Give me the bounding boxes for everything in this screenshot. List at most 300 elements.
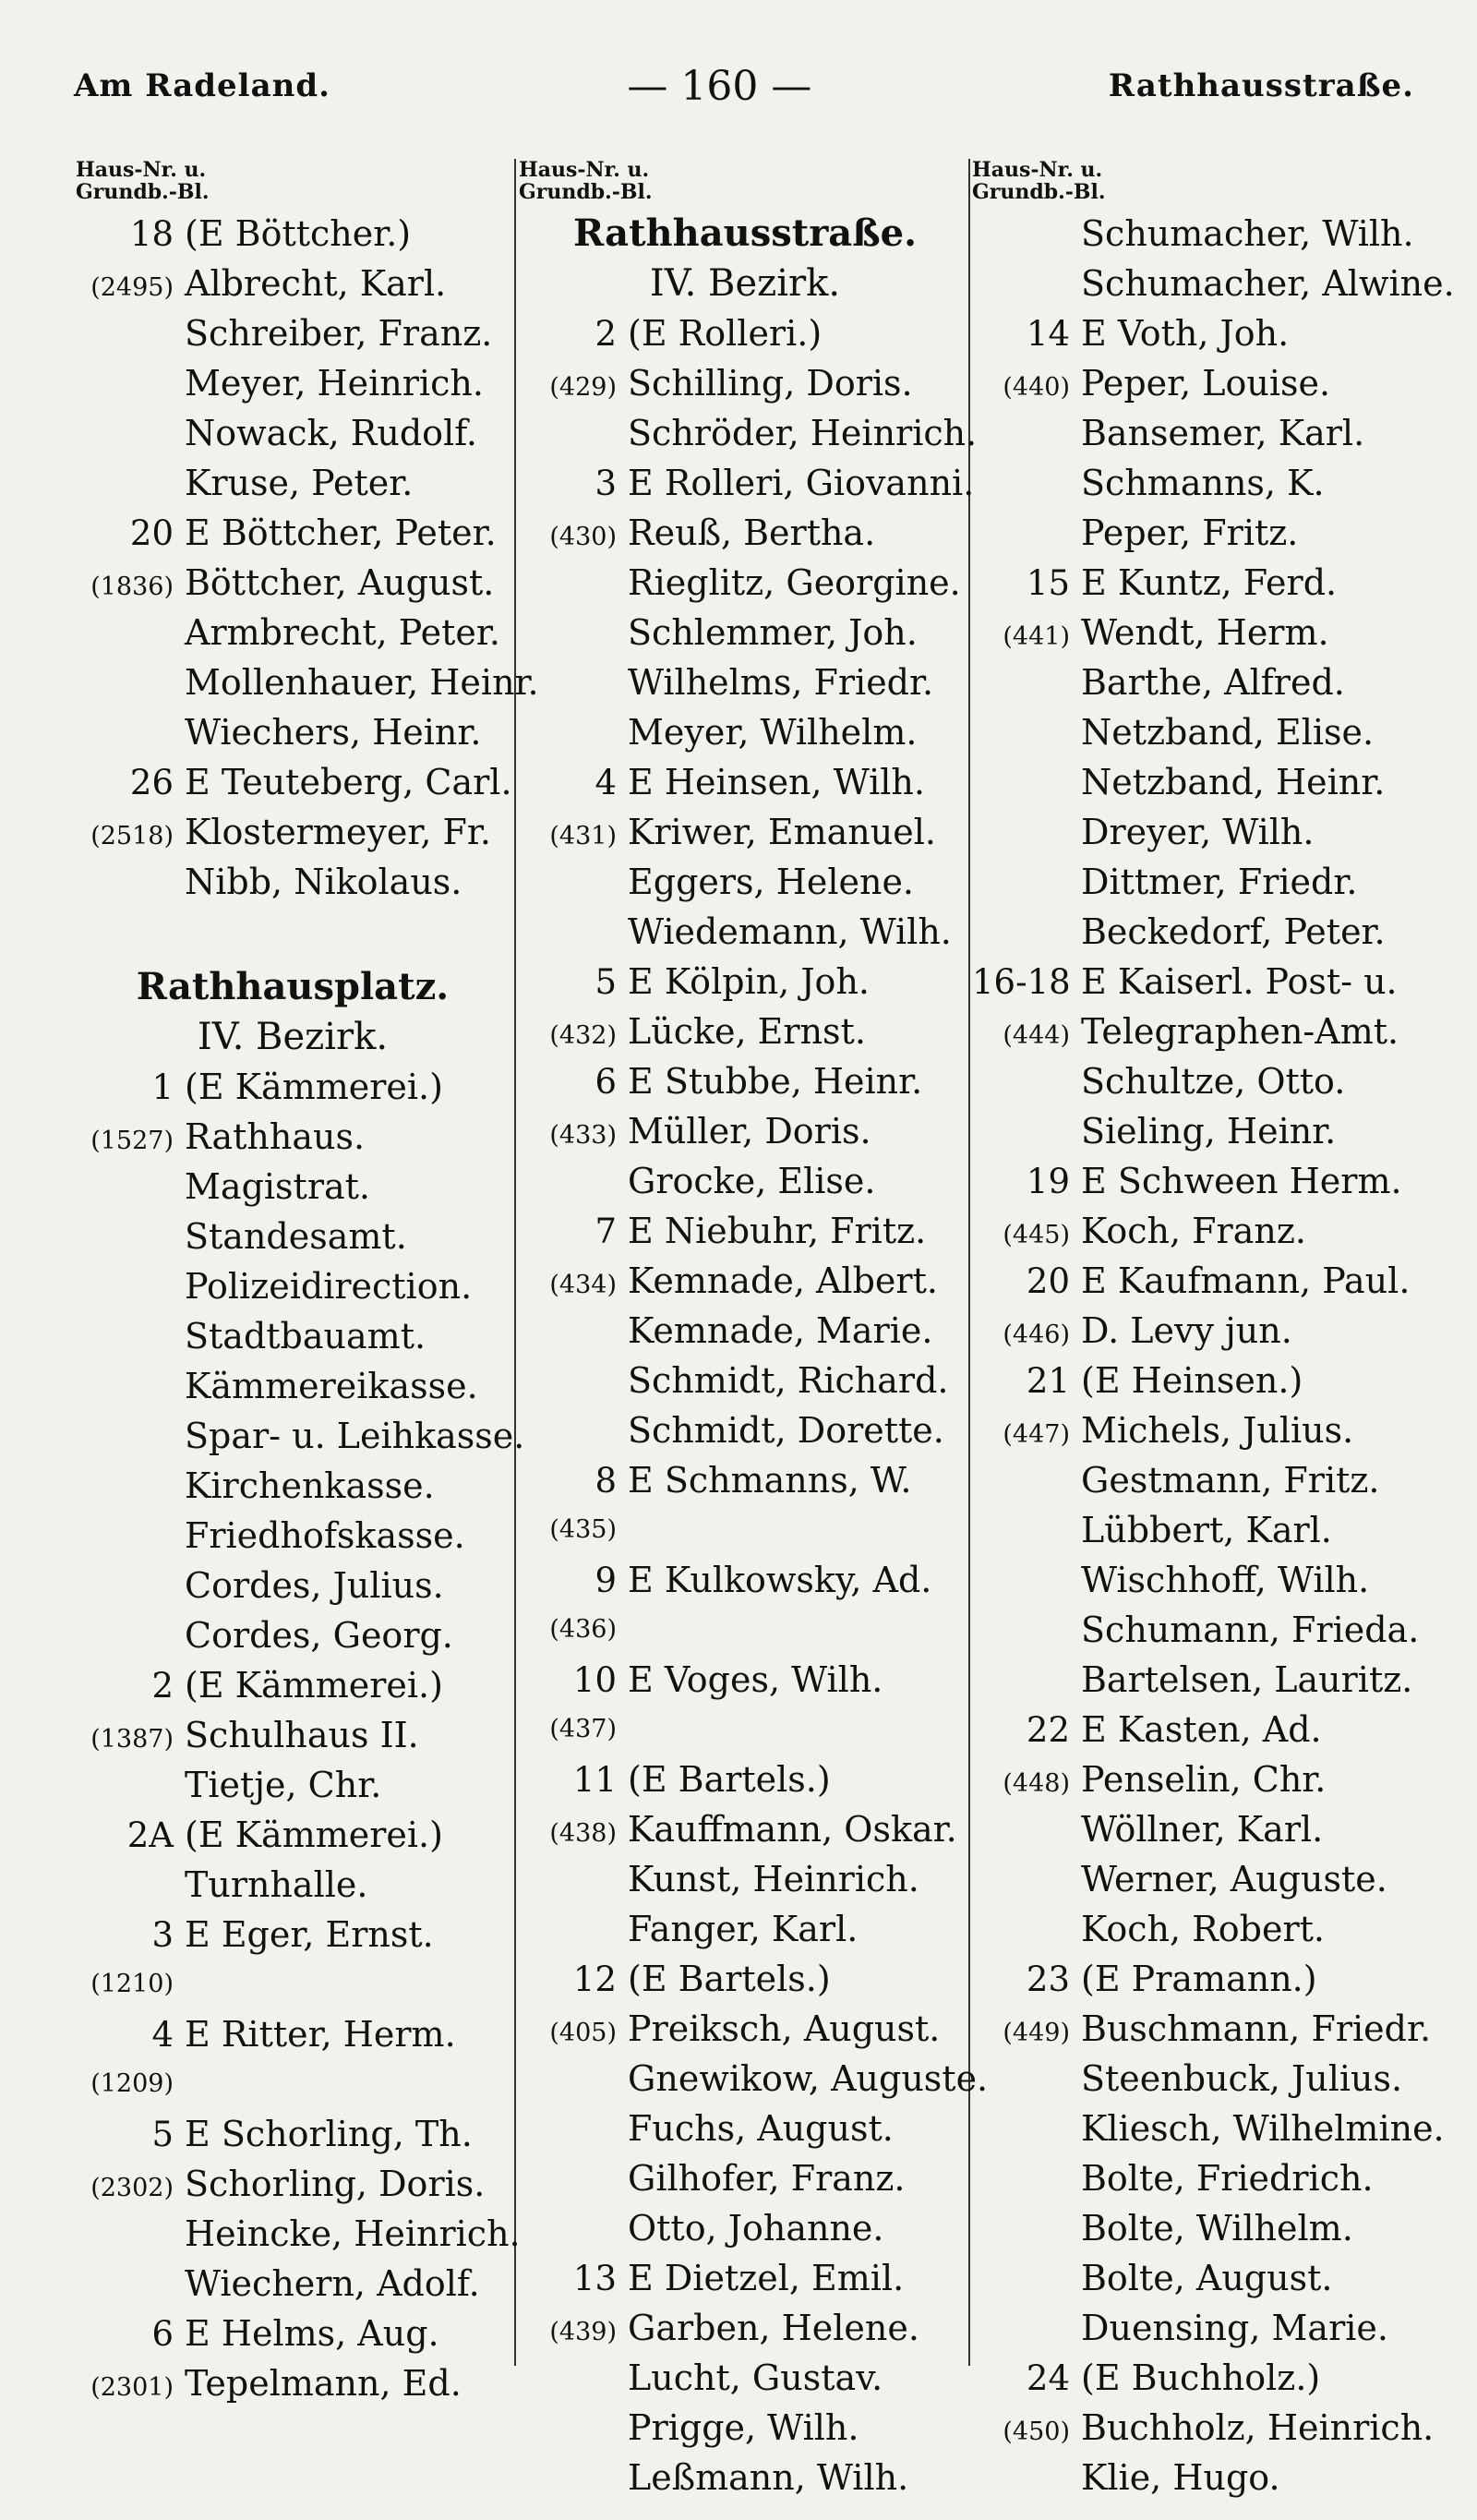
resident-name: Meyer, Heinrich. — [185, 363, 484, 404]
entry-list — [76, 209, 539, 907]
directory-entry — [76, 2159, 510, 2209]
resident-name: Mollenhauer, Heinr. — [185, 662, 539, 703]
directory-entry — [972, 2353, 1434, 2403]
directory-entry — [76, 308, 510, 358]
resident-name: E Voges, Wilh. — [628, 1659, 883, 1700]
directory-entry — [519, 1256, 971, 1306]
directory-entry — [519, 1455, 971, 1505]
house-number: (441) — [1003, 622, 1070, 651]
resident-name: Eggers, Helene. — [628, 862, 915, 902]
street-heading: Rathhausstraße. — [573, 211, 917, 255]
resident-name: E Kölpin, Joh. — [628, 961, 870, 1002]
directory-entry — [972, 1306, 1434, 1356]
resident-name: Buschmann, Friedr. — [1081, 2008, 1432, 2049]
resident-name: Heincke, Heinrich. — [185, 2213, 521, 2254]
directory-entry — [519, 857, 971, 907]
directory-entry — [972, 1206, 1434, 1256]
directory-entry — [519, 707, 971, 757]
directory-entry — [76, 2109, 510, 2159]
house-number: (440) — [1003, 373, 1070, 402]
house-number: (439) — [549, 2318, 617, 2346]
directory-entry — [76, 1461, 510, 1511]
house-number: 10 — [572, 1660, 617, 1700]
directory-entry — [519, 1306, 971, 1356]
house-number: 7 — [594, 1212, 617, 1251]
directory-entry — [972, 2303, 1434, 2353]
directory-entry — [972, 2004, 1434, 2054]
resident-name: Wilhelms, Friedr. — [628, 662, 934, 703]
directory-entry — [76, 1710, 510, 1760]
directory-entry — [972, 209, 1434, 259]
district-heading: IV. Bezirk. — [197, 1016, 389, 1058]
house-number: 20 — [1026, 1261, 1070, 1301]
resident-name: (E Kämmerei.) — [185, 1665, 443, 1706]
directory-entry — [972, 1156, 1434, 1206]
resident-name: Wöllner, Karl. — [1081, 1809, 1324, 1850]
directory-entry — [972, 1605, 1434, 1655]
resident-name: Spar- u. Leihkasse. — [185, 1416, 525, 1456]
resident-name: Schröder, Heinrich. — [628, 413, 978, 453]
resident-name: Schumacher, Alwine. — [1081, 263, 1455, 304]
column-heading-line2: Grundb.-Bl. — [972, 180, 1106, 204]
entry-list — [972, 209, 1455, 2502]
resident-name: Duensing, Marie. — [1081, 2308, 1388, 2348]
resident-name: Schumacher, Wilh. — [1081, 213, 1414, 254]
house-number: 4 — [151, 2015, 174, 2055]
directory-entry — [972, 1455, 1434, 1505]
resident-name: Fuchs, August. — [628, 2108, 894, 2149]
directory-entry — [76, 608, 510, 657]
resident-name: Schlemmer, Joh. — [628, 612, 918, 653]
column-heading-line1: Haus-Nr. u. — [972, 158, 1103, 182]
directory-entry — [519, 1505, 971, 1555]
resident-name: Schorling, Doris. — [185, 2164, 486, 2204]
house-number: 24 — [1026, 2358, 1070, 2398]
directory-entry — [519, 1605, 971, 1655]
resident-name: (E Böttcher.) — [185, 213, 412, 254]
resident-name: Kriwer, Emanuel. — [628, 812, 936, 852]
directory-entry — [519, 1655, 971, 1705]
resident-name: Kliesch, Wilhelmine. — [1081, 2108, 1445, 2149]
directory-entry — [519, 2253, 971, 2303]
house-number: (429) — [549, 373, 617, 402]
directory-entry — [972, 1007, 1434, 1056]
directory-entry — [972, 2453, 1434, 2502]
resident-name: E Eger, Ernst. — [185, 1914, 434, 1955]
resident-name: D. Levy jun. — [1081, 1310, 1292, 1351]
resident-name: Nibb, Nikolaus. — [185, 862, 462, 902]
resident-name: Schreiber, Franz. — [185, 313, 493, 354]
resident-name: Turnhalle. — [185, 1864, 368, 1905]
resident-name: Wiedemann, Wilh. — [628, 911, 952, 952]
resident-name: Kämmereikasse. — [185, 1366, 478, 1406]
directory-entry — [972, 907, 1434, 957]
house-number: 13 — [572, 2259, 617, 2298]
resident-name: Schmidt, Dorette. — [628, 1410, 944, 1451]
resident-name: (E Pramann.) — [1081, 1959, 1317, 1999]
directory-entry — [519, 1754, 971, 1804]
directory-entry — [972, 1056, 1434, 1106]
house-number: 3 — [594, 464, 617, 503]
house-number: 23 — [1026, 1959, 1070, 1999]
directory-entry — [76, 1910, 510, 1959]
resident-name: Wischhoff, Wilh. — [1081, 1560, 1370, 1600]
directory-entry — [972, 1904, 1434, 1954]
house-number: (2495) — [90, 273, 174, 302]
house-number: (1527) — [90, 1127, 174, 1155]
resident-name: E Heinsen, Wilh. — [628, 762, 925, 802]
house-number: (430) — [549, 523, 617, 551]
directory-entry — [76, 1311, 510, 1361]
house-number: (448) — [1003, 1769, 1070, 1798]
resident-name: Kemnade, Albert. — [628, 1260, 938, 1301]
house-number: (2518) — [90, 822, 174, 850]
directory-entry — [519, 2453, 971, 2502]
resident-name: Barthe, Alfred. — [1081, 662, 1345, 703]
resident-name: Fanger, Karl. — [628, 1909, 859, 1949]
directory-entry — [519, 558, 971, 608]
house-number: 20 — [129, 513, 174, 553]
house-number: (450) — [1003, 2418, 1070, 2446]
house-number: 3 — [151, 1915, 174, 1955]
directory-entry — [519, 1106, 971, 1156]
resident-name: Lübbert, Karl. — [1081, 1510, 1332, 1550]
directory-entry — [519, 807, 971, 857]
column-heading-line1: Haus-Nr. u. — [519, 158, 650, 182]
directory-entry — [519, 1804, 971, 1854]
directory-entry — [76, 1860, 510, 1910]
directory-entry — [519, 1356, 971, 1405]
house-number: (435) — [549, 1515, 617, 1544]
resident-name: Kruse, Peter. — [185, 463, 414, 503]
house-number: 18 — [129, 214, 174, 254]
directory-entry — [76, 458, 510, 508]
directory-entry — [972, 1655, 1434, 1705]
district-heading: IV. Bezirk. — [649, 262, 841, 305]
resident-name: Albrecht, Karl. — [185, 263, 447, 304]
house-number: (431) — [549, 822, 617, 850]
resident-name: Cordes, Georg. — [185, 1615, 453, 1656]
directory-entry — [972, 2203, 1434, 2253]
resident-name: E Dietzel, Emil. — [628, 2258, 905, 2298]
house-number: (449) — [1003, 2019, 1070, 2047]
directory-entry — [519, 1854, 971, 1904]
column-1 — [76, 158, 539, 2408]
resident-name: Müller, Doris. — [628, 1111, 871, 1151]
directory-entry — [76, 1610, 510, 1660]
resident-name: Böttcher, August. — [185, 562, 495, 603]
resident-name: (E Rolleri.) — [628, 313, 823, 354]
directory-entry — [972, 308, 1434, 358]
resident-name: Koch, Franz. — [1081, 1211, 1306, 1251]
house-number: (446) — [1003, 1320, 1070, 1349]
house-number: (405) — [549, 2019, 617, 2047]
directory-entry — [76, 1261, 510, 1311]
resident-name: Prigge, Wilh. — [628, 2407, 859, 2448]
directory-entry — [519, 1156, 971, 1206]
directory-entry — [972, 558, 1434, 608]
resident-name: Schmanns, K. — [1081, 463, 1325, 503]
resident-name: E Böttcher, Peter. — [185, 512, 497, 553]
column-heading — [972, 159, 1434, 209]
column-3 — [972, 158, 1455, 2502]
house-number: (1210) — [90, 1970, 174, 1998]
house-number: (1836) — [90, 573, 174, 601]
resident-name: Werner, Auguste. — [1081, 1859, 1387, 1899]
directory-entry — [519, 1007, 971, 1056]
house-number: (438) — [549, 1819, 617, 1848]
resident-name: (E Heinsen.) — [1081, 1360, 1303, 1401]
house-number: 22 — [1026, 1710, 1070, 1750]
resident-name: (E Bartels.) — [628, 1959, 831, 1999]
resident-name: Bolte, Wilhelm. — [1081, 2208, 1353, 2249]
directory-entry — [972, 358, 1434, 408]
resident-name: Lücke, Ernst. — [628, 1011, 866, 1052]
house-number: 14 — [1026, 314, 1070, 354]
resident-name: Grocke, Elise. — [628, 1161, 876, 1201]
directory-entry — [76, 2059, 510, 2109]
page-number: — 160 — — [627, 62, 812, 110]
directory-entry — [519, 2403, 971, 2453]
house-number: (436) — [549, 1615, 617, 1644]
house-number: 6 — [151, 2314, 174, 2354]
directory-entry — [76, 209, 510, 259]
resident-name: Beckedorf, Peter. — [1081, 911, 1386, 952]
directory-entry — [972, 2153, 1434, 2203]
house-number: (1209) — [90, 2069, 174, 2098]
directory-entry — [76, 2259, 510, 2309]
resident-name: Netzband, Elise. — [1081, 712, 1375, 753]
resident-name: Rathhaus. — [185, 1116, 366, 1157]
directory-entry — [76, 657, 539, 707]
resident-name: Otto, Johanne. — [628, 2208, 884, 2249]
house-number: 11 — [572, 1760, 617, 1800]
directory-entry — [972, 608, 1434, 657]
directory-entry — [519, 458, 975, 508]
directory-entry — [972, 408, 1434, 458]
resident-name: Bartelsen, Lauritz. — [1081, 1659, 1413, 1700]
house-number: (433) — [549, 1121, 617, 1150]
directory-entry — [519, 2104, 971, 2153]
house-number: (434) — [549, 1271, 617, 1299]
column-heading-line2: Grundb.-Bl. — [519, 180, 653, 204]
resident-name: Wiechern, Adolf. — [185, 2263, 480, 2304]
resident-name: E Voth, Joh. — [1081, 313, 1290, 354]
directory-entry — [519, 757, 971, 807]
directory-entry — [76, 857, 510, 907]
resident-name: Schultze, Otto. — [1081, 1061, 1346, 1102]
house-number: (1387) — [90, 1725, 174, 1754]
house-number: 2 — [594, 314, 617, 354]
directory-entry — [972, 2104, 1445, 2153]
header-right: Rathhausstraße. — [1108, 67, 1414, 104]
house-number: (445) — [1003, 1221, 1070, 1249]
column-heading-line2: Grundb.-Bl. — [76, 180, 210, 204]
resident-name: Stadtbauamt. — [185, 1316, 426, 1356]
resident-name: Klie, Hugo. — [1081, 2457, 1280, 2498]
directory-entry — [76, 807, 510, 857]
directory-entry — [76, 757, 510, 807]
resident-name: (E Buchholz.) — [1081, 2357, 1321, 2398]
directory-entry — [972, 1256, 1434, 1306]
resident-name: Dreyer, Wilh. — [1081, 812, 1315, 852]
directory-entry — [76, 1361, 510, 1411]
header-left: Am Radeland. — [74, 67, 330, 104]
resident-name: E Ritter, Herm. — [185, 2014, 456, 2055]
resident-name: E Kaufmann, Paul. — [1081, 1260, 1411, 1301]
resident-name: E Rolleri, Giovanni. — [628, 463, 975, 503]
house-number: 4 — [594, 763, 617, 802]
directory-entry — [519, 2353, 971, 2403]
resident-name: Peper, Fritz. — [1081, 512, 1299, 553]
resident-name: Telegraphen-Amt. — [1081, 1011, 1399, 1052]
directory-entry — [519, 657, 971, 707]
resident-name: E Kasten, Ad. — [1081, 1709, 1322, 1750]
house-number: (437) — [549, 1715, 617, 1743]
resident-name: E Kaiserl. Post- u. — [1081, 961, 1398, 1002]
resident-name: Bansemer, Karl. — [1081, 413, 1365, 453]
directory-entry — [519, 1206, 971, 1256]
column-2 — [519, 158, 989, 2502]
directory-entry — [972, 1405, 1434, 1455]
resident-name: Peper, Louise. — [1081, 363, 1331, 404]
resident-name: Leßmann, Wilh. — [628, 2457, 909, 2498]
resident-name: Dittmer, Friedr. — [1081, 862, 1358, 902]
house-number: 9 — [594, 1561, 617, 1600]
house-number: 6 — [594, 1062, 617, 1102]
directory-entry — [76, 1411, 525, 1461]
directory-entry — [76, 1511, 510, 1561]
resident-name: Standesamt. — [185, 1216, 407, 1257]
resident-name: Steenbuck, Julius. — [1081, 2058, 1403, 2099]
entry-list — [519, 308, 989, 2502]
directory-entry — [972, 2403, 1434, 2453]
house-number: 26 — [129, 763, 174, 802]
resident-name: Armbrecht, Peter. — [185, 612, 500, 653]
directory-entry — [519, 1555, 971, 1605]
resident-name: Bolte, Friedrich. — [1081, 2158, 1374, 2199]
resident-name: E Helms, Aug. — [185, 2313, 439, 2354]
street-heading: Rathhausplatz. — [136, 965, 450, 1008]
resident-name: Wiechers, Heinr. — [185, 712, 482, 753]
resident-name: Sieling, Heinr. — [1081, 1111, 1337, 1151]
resident-name: Preiksch, August. — [628, 2008, 941, 2049]
directory-entry — [972, 707, 1434, 757]
directory-entry — [76, 707, 510, 757]
resident-name: Wendt, Herm. — [1081, 612, 1329, 653]
column-heading — [519, 159, 971, 209]
directory-entry — [972, 1356, 1434, 1405]
directory-entry — [972, 807, 1434, 857]
directory-entry — [519, 1954, 971, 2004]
resident-name: (E Kämmerei.) — [185, 1067, 443, 1107]
resident-name: Polizeidirection. — [185, 1266, 473, 1307]
resident-name: E Niebuhr, Fritz. — [628, 1211, 927, 1251]
house-number: 12 — [572, 1959, 617, 1999]
directory-entry — [76, 358, 510, 408]
directory-entry — [76, 1760, 510, 1810]
resident-name: Schilling, Doris. — [628, 363, 913, 404]
directory-entry — [972, 957, 1434, 1007]
directory-entry — [519, 408, 978, 458]
resident-name: Garben, Helene. — [628, 2308, 919, 2348]
resident-name: Kirchenkasse. — [185, 1465, 435, 1506]
resident-name: E Kulkowsky, Ad. — [628, 1560, 932, 1600]
directory-entry — [519, 358, 971, 408]
directory-entry — [519, 957, 971, 1007]
resident-name: Kunst, Heinrich. — [628, 1859, 919, 1899]
directory-entry — [519, 1904, 971, 1954]
directory-entry — [972, 657, 1434, 707]
resident-name: Kauffmann, Oskar. — [628, 1809, 957, 1850]
resident-name: Michels, Julius. — [1081, 1410, 1354, 1451]
resident-name: Penselin, Chr. — [1081, 1759, 1327, 1800]
directory-entry — [972, 757, 1434, 807]
resident-name: E Kuntz, Ferd. — [1081, 562, 1338, 603]
directory-entry — [519, 308, 971, 358]
directory-entry — [972, 1954, 1434, 2004]
resident-name: Rieglitz, Georgine. — [628, 562, 961, 603]
directory-entry — [972, 1854, 1434, 1904]
house-number: 5 — [594, 962, 617, 1002]
resident-name: Tepelmann, Ed. — [185, 2363, 462, 2404]
page-header — [74, 54, 1414, 118]
directory-entry — [972, 458, 1434, 508]
resident-name: Cordes, Julius. — [185, 1565, 444, 1606]
resident-name: Lucht, Gustav. — [628, 2357, 883, 2398]
resident-name: Magistrat. — [185, 1166, 370, 1207]
directory-entry — [519, 2153, 971, 2203]
house-number: 5 — [151, 2115, 174, 2154]
resident-name: Netzband, Heinr. — [1081, 762, 1386, 802]
directory-entry — [519, 2303, 971, 2353]
resident-name: (E Bartels.) — [628, 1759, 831, 1800]
directory-entry — [76, 558, 510, 608]
resident-name: Gilhofer, Franz. — [628, 2158, 906, 2199]
directory-entry — [76, 1062, 510, 1112]
resident-name: E Teuteberg, Carl. — [185, 762, 512, 802]
directory-entry — [76, 1561, 510, 1610]
house-number: 2A — [126, 1815, 174, 1855]
directory-entry — [972, 1754, 1434, 1804]
resident-name: E Schween Herm. — [1081, 1161, 1402, 1201]
house-number: 2 — [151, 1666, 174, 1706]
directory-entry — [519, 2054, 989, 2104]
directory-entry — [76, 1959, 510, 2009]
resident-name: Schulhaus II. — [185, 1715, 419, 1755]
resident-name: Schmidt, Richard. — [628, 1360, 949, 1401]
resident-name: Tietje, Chr. — [185, 1765, 382, 1805]
resident-name: Reuß, Bertha. — [628, 512, 876, 553]
resident-name: Friedhofskasse. — [185, 1515, 465, 1556]
resident-name: Kemnade, Marie. — [628, 1310, 933, 1351]
resident-name: Klostermeyer, Fr. — [185, 812, 491, 852]
directory-entry — [519, 608, 971, 657]
directory-entry — [519, 907, 971, 957]
resident-name: Bolte, August. — [1081, 2258, 1333, 2298]
directory-entry — [76, 1162, 510, 1212]
column-heading — [76, 159, 510, 209]
resident-name: E Schorling, Th. — [185, 2114, 473, 2154]
directory-entry — [519, 1705, 971, 1754]
entry-list — [76, 1062, 525, 2408]
directory-entry — [76, 1112, 510, 1162]
house-number: 19 — [1026, 1162, 1070, 1201]
directory-entry — [519, 1405, 971, 1455]
directory-entry — [519, 508, 971, 558]
house-number: (2301) — [90, 2373, 174, 2402]
resident-name: Gnewikow, Auguste. — [628, 2058, 989, 2099]
